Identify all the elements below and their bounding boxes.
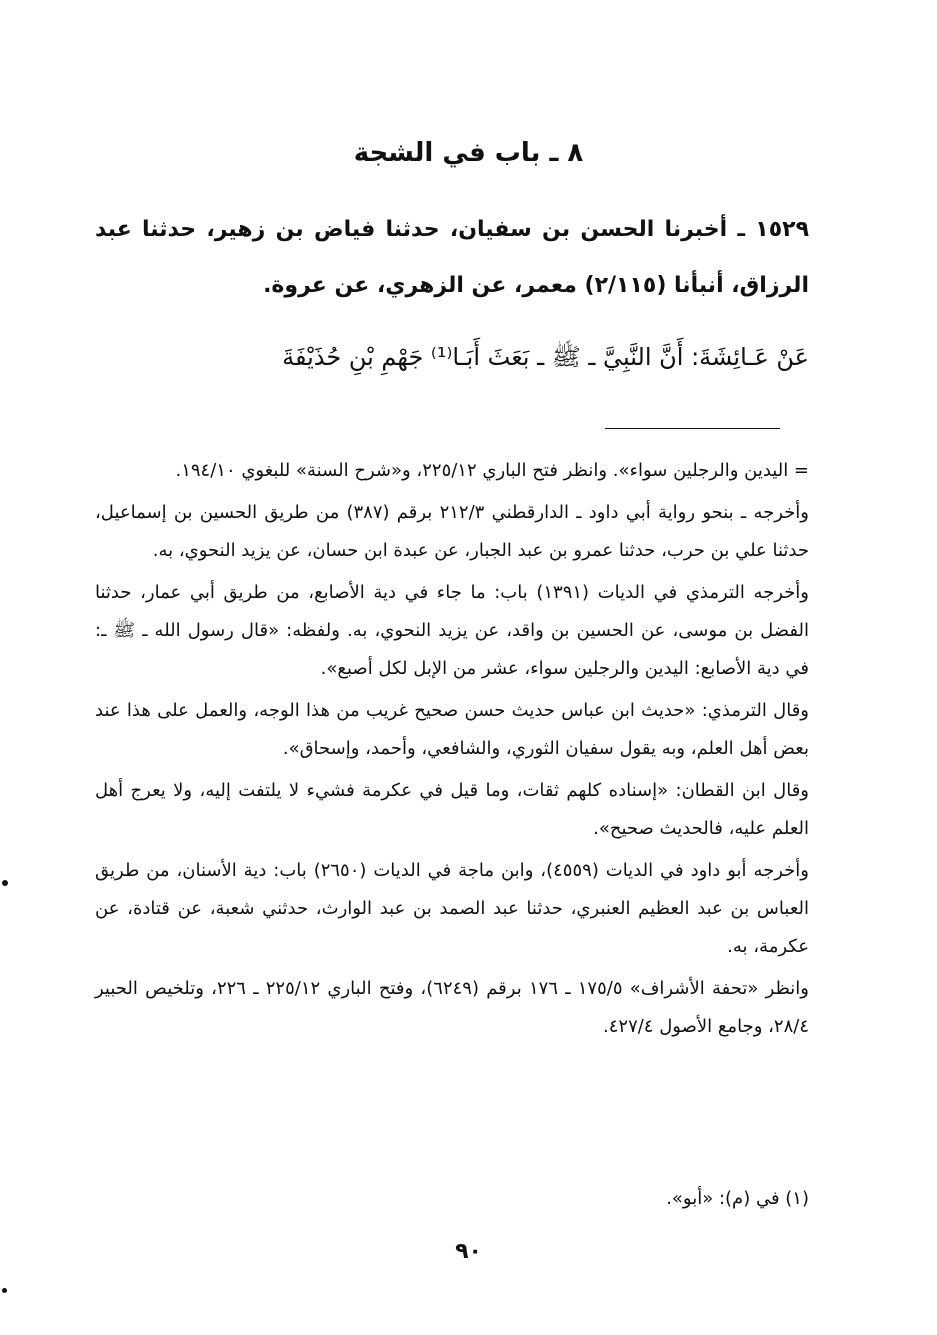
note-paragraph: وانظر «تحفة الأشراف» ١٧٥/٥ ـ ١٧٦ برقم (٦٢٤٩)، وفتح الباري ٢٢٥/١٢ ـ ٢٢٦، وتلخيص الحبير ٢٨/٤، وجامع الأصول ٤٢٧/٤. — [95, 978, 810, 1037]
page-number: ٩٠ — [455, 1239, 482, 1264]
note-paragraph: وقال ابن القطان: «إسناده كلهم ثقات، وما قيل في عكرمة فشيء لا يلتفت إليه، ولا يعرج أهل العلم عليه، فالحديث صحيح». — [95, 780, 809, 839]
scan-speck — [2, 880, 8, 886]
scan-speck — [2, 1288, 7, 1293]
footnote: (١) في (م): «أبو». — [666, 1188, 809, 1209]
main-paragraph: ١٥٢٩ ـ أخبرنا الحسن بن سفيان، حدثنا فياض بن زهير، حدثنا عبد الرزاق، أنبأنا (٢/١١٥) معمر، عن الزهري، عن عروة. — [95, 217, 809, 298]
note-paragraph: وقال الترمذي: «حديث ابن عباس حديث حسن صحيح غريب من هذا الوجه، والعمل على هذا عند بعض أهل العلم، وبه يقول سفيان الثوري، والشافعي، وأحمد، وإسحاق». — [95, 700, 809, 759]
hadith-chain — [95, 202, 809, 314]
note-paragraph: وأخرجه ـ بنحو رواية أبي داود ـ الدارقطني ٢١٢/٣ برقم (٣٨٧) من طريق الحسين بن إسماعيل، حدثنا علي بن حرب، حدثنا عمرو بن عبد الجبار، عن عبدة ابن حسان، عن يزيد النحوي، به. — [95, 502, 809, 561]
commentary-notes — [95, 452, 809, 1050]
hadith-text: عَنْ عَـائِشَةَ: أَنَّ النَّبِيَّ ـ ﷺ ـ بَعَثَ أَبَـا⁽¹⁾ جَهْمِ بْنِ حُذَيْفَةَ — [282, 343, 809, 371]
note-paragraph: وأخرجه الترمذي في الديات (١٣٩١) باب: ما جاء في دية الأصابع، من طريق أبي عمار، حدثنا الفضل بن موسى، عن الحسين بن واقد، عن يزيد النحوي، به. ولفظه: «قال رسول الله ـ ﷺ ـ: في دية الأصابع: اليدين والرجلين سواء، عشر من الإبل لكل أصبع». — [95, 582, 810, 679]
note-paragraph: وأخرجه أبو داود في الديات (٤٥٥٩)، وابن ماجة في الديات (٢٦٥٠) باب: دية الأسنان، من طريق العباس بن عبد العظيم العنبري، حدثنا عبد الصمد بن عبد الوارث، حدثني شعبة، عن قتادة، عن عكرمة، به. — [95, 860, 809, 957]
footnote-separator — [605, 428, 780, 429]
chapter-title: ٨ ـ باب في الشجة — [353, 138, 584, 168]
note-paragraph: = اليدين والرجلين سواء». وانظر فتح الباري ٢٢٥/١٢، و«شرح السنة» للبغوي ١٩٤/١٠. — [175, 460, 809, 481]
